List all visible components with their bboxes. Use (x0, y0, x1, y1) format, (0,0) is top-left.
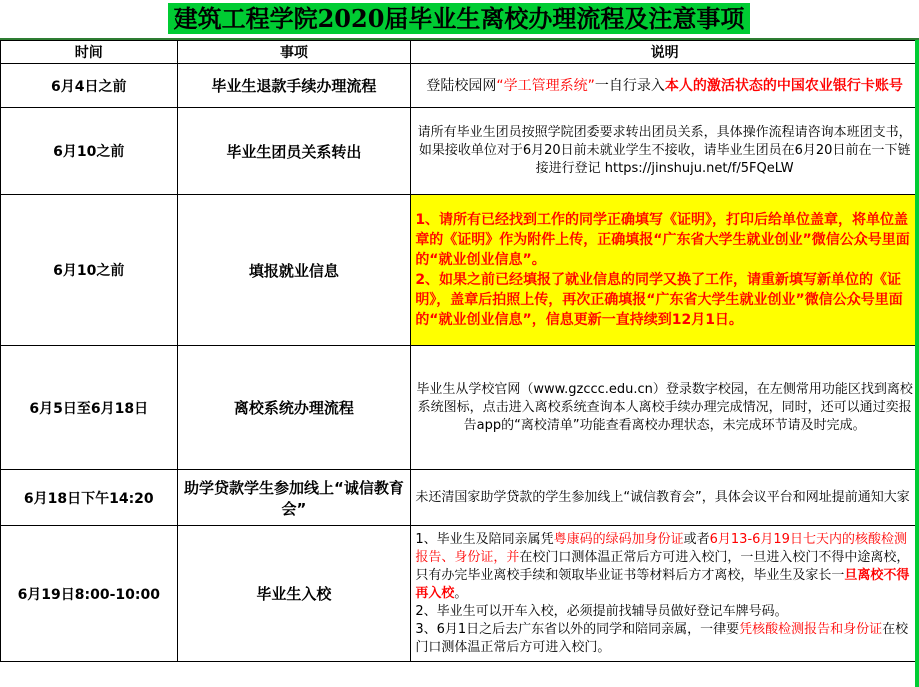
row-desc (411, 526, 919, 662)
desc-paragraph: 1、请所有已经找到工作的同学正确填写《证明》，打印后给单位盖章，将单位盖章的《证明》作为附件上传，正确填报“广东省大学生就业创业”微信公众号里面的“就业创业信息”。 (415, 212, 910, 268)
row-time: 6月18日下午14:20 (1, 470, 178, 526)
row-time: 6月5日至6月18日 (1, 346, 178, 470)
desc-highlight: 凭核酸检测报告和身份证 (739, 621, 883, 637)
desc-highlight: 本人的激活状态的中国农业银行卡账号 (664, 77, 903, 94)
row-desc (411, 64, 919, 108)
row-item: 毕业生团员关系转出 (177, 108, 411, 195)
desc-text: 登陆校园网 (426, 77, 497, 94)
row-desc-highlighted (411, 195, 919, 346)
desc-text: 在校门口测体温正常后方可进入校门，一旦进入校门不得中途离校，只有办完毕业离校手续和领取毕业证书等材料后方才离校，毕业生及家长一 (415, 549, 910, 583)
sheet-title: 建筑工程学院2020届毕业生离校办理流程及注意事项 (168, 3, 750, 34)
row-item: 毕业生退款手续办理流程 (177, 64, 411, 108)
row-time: 6月10之前 (1, 108, 178, 195)
row-desc: 未还清国家助学贷款的学生参加线上“诚信教育会”，具体会议平台和网址提前通知大家 (411, 470, 919, 526)
row-item: 填报就业信息 (177, 195, 411, 346)
row-time: 6月4日之前 (1, 64, 178, 108)
sheet-edge-bar (915, 40, 919, 687)
desc-paragraph: 2、如果之前已经填报了就业信息的同学又换了工作，请重新填写新单位的《证明》，盖章后拍照上传，再次正确填报“广东省大学生就业创业”微信公众号里面的“就业创业信息”，信息更新一直持续到12月1日。 (415, 272, 903, 328)
desc-text: 3、6月1日之后去广东省以外的同学和陪同亲属，一律要 (415, 621, 740, 637)
desc-highlight: 旦离校不得再入校 (415, 567, 910, 601)
table-row (1, 195, 919, 346)
desc-highlight: 粤康码的绿码加身份证 (553, 531, 684, 547)
row-time: 6月10之前 (1, 195, 178, 346)
desc-text: 。 (454, 585, 468, 601)
desc-paragraph (415, 531, 914, 603)
header-desc: 说明 (411, 41, 919, 64)
procedure-table (0, 40, 919, 662)
desc-text: 在校门口测体温正常后方可进入校门。 (415, 621, 909, 655)
desc-highlight: 6月13-6月19日七天内的核酸检测报告、身份证，并 (415, 531, 907, 565)
table-row (1, 64, 919, 108)
desc-text: 一自行录入 (594, 77, 665, 94)
row-time: 6月19日8:00-10:00 (1, 526, 178, 662)
row-item: 毕业生入校 (177, 526, 411, 662)
row-desc: 请所有毕业生团员按照学院团委要求转出团员关系，具体操作流程请咨询本班团支书，如果接收单位对于6月20日前未就业学生不接收，请毕业生团员在6月20日前在一下链接进行登记 https://jinshuju.net/f/5FQeLW (411, 108, 919, 195)
header-row (1, 41, 919, 64)
desc-paragraph (415, 621, 914, 657)
title-bar (0, 0, 919, 40)
desc-text: 或者 (683, 531, 710, 547)
header-item: 事项 (177, 41, 411, 64)
row-item: 离校系统办理流程 (177, 346, 411, 470)
desc-text: 1、毕业生及陪同亲属凭 (415, 531, 554, 547)
row-desc: 毕业生从学校官网（www.gzccc.edu.cn）登录数字校园，在左侧常用功能区找到离校系统图标，点击进入离校系统查询本人离校手续办理完成情况，同时，还可以通过奕报告app的“离校清单”功能查看离校办理状态，未完成环节请及时完成。 (411, 346, 919, 470)
row-item: 助学贷款学生参加线上“诚信教育会” (177, 470, 411, 526)
table-row (1, 346, 919, 470)
table-row (1, 108, 919, 195)
desc-highlight: “学工管理系统” (496, 77, 595, 94)
desc-paragraph: 2、毕业生可以开车入校，必须提前找辅导员做好登记车牌号码。 (415, 603, 788, 619)
header-time: 时间 (1, 41, 178, 64)
table-row (1, 526, 919, 662)
table-row (1, 470, 919, 526)
